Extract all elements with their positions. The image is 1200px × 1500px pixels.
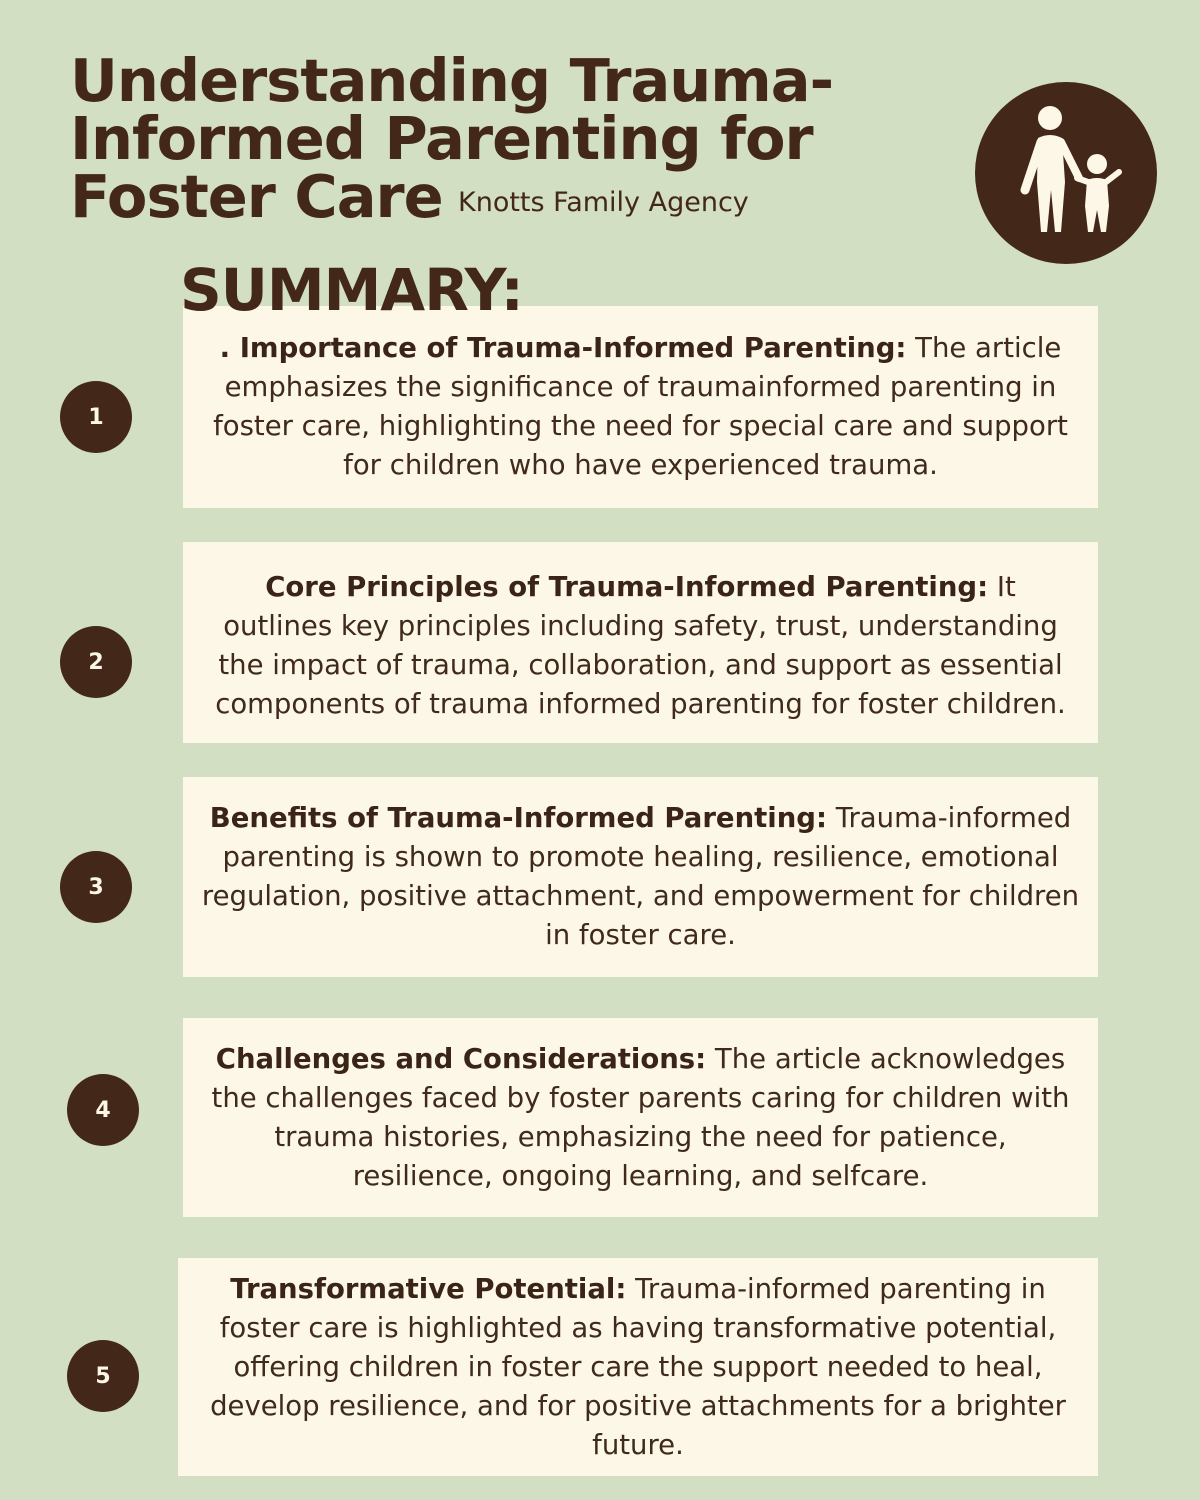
item-number-badge: 5 xyxy=(67,1340,139,1412)
item-number-badge: 3 xyxy=(60,851,132,923)
summary-text xyxy=(193,329,1088,485)
summary-heading-text: Benefits of Trauma-Informed Parenting: xyxy=(209,802,827,834)
summary-card xyxy=(178,1258,1098,1476)
summary-card xyxy=(183,777,1098,977)
parent-child-icon xyxy=(975,82,1157,264)
summary-heading-text: . Importance of Trauma-Informed Parenting: xyxy=(219,332,907,364)
summary-heading-text: Core Principles of Trauma-Informed Parenting: xyxy=(265,570,989,603)
summary-text xyxy=(193,799,1088,955)
summary-body-text: Trauma-informed parenting is shown to promote healing, resilience, emotional regulation, positive attachment, and empowerment for children in foster care. xyxy=(201,802,1080,951)
title-line-3: Foster Care xyxy=(70,162,443,231)
title-line-2: Informed Parenting for xyxy=(70,104,813,173)
item-number-badge: 1 xyxy=(60,381,132,453)
summary-card xyxy=(183,1018,1098,1217)
summary-heading-text: Challenges and Considerations: xyxy=(215,1042,707,1075)
summary-text xyxy=(193,568,1088,724)
agency-name: Knotts Family Agency xyxy=(458,187,749,218)
summary-body-text: The article emphasizes the significance of traumainformed parenting in foster care, highlighting the need for special care and support for children who have experienced trauma. xyxy=(213,332,1068,481)
summary-text xyxy=(188,1270,1088,1465)
summary-body-text: It outlines key principles including safety, trust, understanding the impact of trauma, collaboration, and support as essential components of trauma informed parenting for foster children. xyxy=(215,570,1066,720)
summary-body-text: The article acknowledges the challenges faced by foster parents caring for children with trauma histories, emphasizing the need for patience, resilience, ongoing learning, and selfcare. xyxy=(211,1042,1070,1192)
summary-heading: SUMMARY: xyxy=(180,256,523,324)
summary-heading-text: Transformative Potential: xyxy=(230,1272,627,1305)
summary-body-text: Trauma-informed parenting in foster care is highlighted as having transformative potential, offering children in foster care the support needed to heal, develop resilience, and for positive attachments for a brighter future. xyxy=(210,1272,1066,1461)
title-line-1: Understanding Trauma- xyxy=(70,46,834,115)
item-number-badge: 2 xyxy=(60,626,132,698)
summary-card xyxy=(183,542,1098,743)
summary-card xyxy=(183,306,1098,508)
item-number-badge: 4 xyxy=(67,1074,139,1146)
summary-text xyxy=(193,1040,1088,1196)
